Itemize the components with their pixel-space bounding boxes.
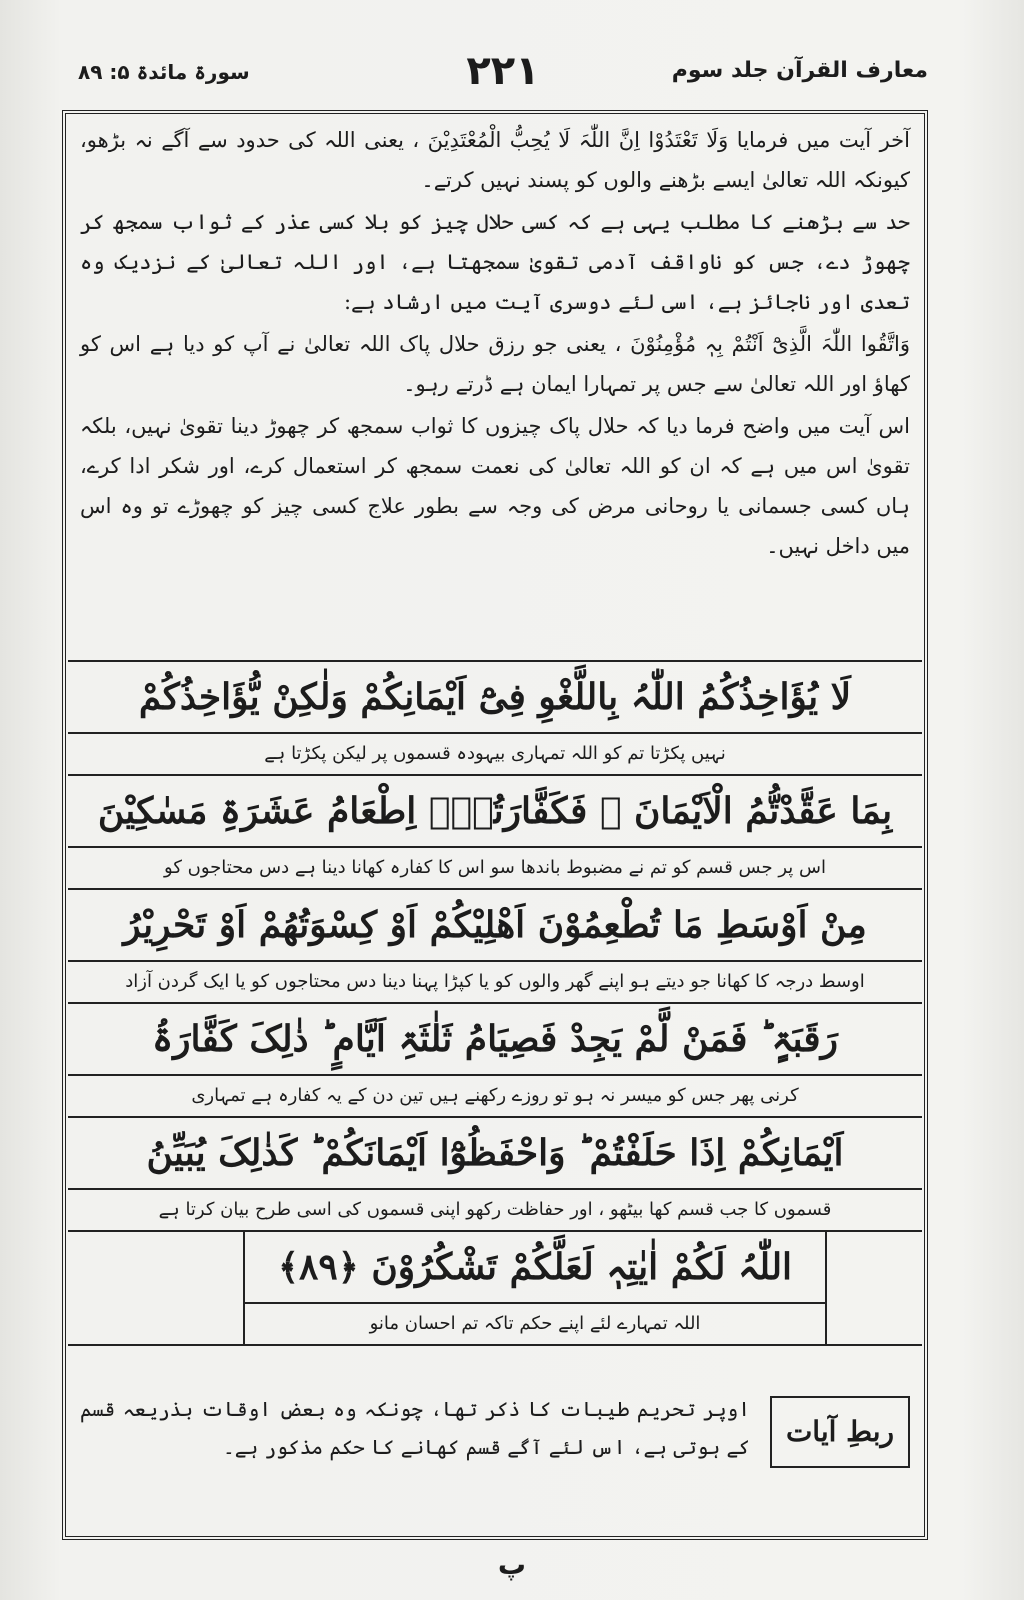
footer-mark: پ (497, 1548, 527, 1581)
paragraph: حد سے بڑھنے کا مطلب یہی ہے کہ کسی حلال چیز کو بلا کسی عذر کے ثواب سمجھ کر چھوڑ دے، جس کو ناواقف آدمی تقویٰ سمجھتا ہے، اور اللہ تعالیٰ کے نزدیک وہ تعدی اور ناجائز ہے، اسی لئے دوسری آیت میں ارشاد ہے: (80, 210, 910, 314)
page-header (78, 48, 928, 98)
verse-translation-line: اوسط درجہ کا کھانا جو دیتے ہو اپنے گھر والوں کو یا کپڑا پہنا دینا دس محتاجوں کو یا ایک گردن آزاد (68, 962, 922, 1004)
empty-cell (68, 1232, 245, 1344)
verse-translation-line: اللہ تمہارے لئے اپنے حکم تاکہ تم احسان مانو (369, 1313, 701, 1334)
verse-table (68, 660, 922, 1346)
section-text: اوپر تحریم طیبات کا ذکر تھا، چونکہ وہ بعض اوقات بذریعہ قسم کے ہوتی ہے، اس لئے آگے قسم کھانے کا حکم مذکور ہے۔ (80, 1397, 750, 1459)
section-label: ربطِ آیات (770, 1396, 910, 1468)
empty-cell (825, 1232, 922, 1344)
verse-arabic-line: لَا یُؤَاخِذُکُمُ اللّٰہُ بِاللَّغْوِ فِیْٓ اَیْمَانِکُمْ وَلٰکِنْ یُّؤَاخِذُکُمْ (68, 662, 922, 734)
verse-connection-section (80, 1390, 910, 1480)
paragraph: اس آیت میں واضح فرما دیا کہ حلال پاک چیزوں کا ثواب سمجھ کر چھوڑ دینا تقویٰ نہیں، بلکہ تقویٰ اس میں ہے کہ ان کو اللہ تعالیٰ کی نعمت سمجھ کر استعمال کرے، اور شکر ادا کرے، ہاں کسی جسمانی یا روحانی مرض کی وجہ سے بطور علاج کسی چیز کو چھوڑے تو وہ اس میں داخل نہیں۔ (80, 414, 910, 558)
final-verse-cell (245, 1232, 825, 1344)
verse-arabic-line: رَقَبَۃٍ ؕ فَمَنْ لَّمْ یَجِدْ فَصِیَامُ ثَلٰثَۃِ اَیَّامٍ ؕ ذٰلِکَ کَفَّارَۃُ (68, 1004, 922, 1076)
verse-translation-line: قسموں کا جب قسم کھا بیٹھو ، اور حفاظت رکھو اپنی قسموں کی اسی طرح بیان کرتا ہے (68, 1190, 922, 1232)
verse-arabic-line: اللّٰہُ لَکُمْ اٰیٰتِہٖ لَعَلَّکُمْ تَشْکُرُوْنَ ﴿۸۹﴾ (245, 1232, 825, 1304)
verse-arabic-line: مِنْ اَوْسَطِ مَا تُطْعِمُوْنَ اَھْلِیْکُمْ اَوْ کِسْوَتُھُمْ اَوْ تَحْرِیْرُ (68, 890, 922, 962)
verse-translation-line: اس پر جس قسم کو تم نے مضبوط باندھا سو اس کا کفارہ کھانا دینا ہے دس محتاجوں کو (68, 848, 922, 890)
book-title: معارف القرآن جلد سوم (671, 58, 928, 83)
final-verse-row (68, 1232, 922, 1346)
surah-reference: سورۃ مائدۃ ۵: ۸۹ (78, 60, 250, 84)
verse-translation-line: کرنی پھر جس کو میسر نہ ہو تو روزے رکھنے ہیں تین دن کے یہ کفارہ ہے تمہاری (68, 1076, 922, 1118)
paragraph: وَاتَّقُوا اللّٰہَ الَّذِیْٓ اَنْتُمْ بِہٖ مُؤْمِنُوْنَ ، یعنی جو رزق حلال پاک اللہ تعالیٰ نے آپ کو دیا ہے اس کو کھاؤ اور اللہ تعالیٰ سے جس پر تمہارا ایمان ہے ڈرتے رہو۔ (80, 332, 910, 396)
commentary-text (80, 120, 910, 568)
verse-arabic-line: اَیْمَانِکُمْ اِذَا حَلَفْتُمْ ؕ وَاحْفَظُوْٓا اَیْمَانَکُمْ ؕ کَذٰلِکَ یُبَیِّنُ (68, 1118, 922, 1190)
page-number: ۲۲۱ (466, 48, 540, 94)
paragraph: آخر آیت میں فرمایا وَلَا تَعْتَدُوْا اِنَّ اللّٰہَ لَا یُحِبُّ الْمُعْتَدِیْنَ ، یعنی اللہ کی حدود سے آگے نہ بڑھو، کیونکہ اللہ تعالیٰ ایسے بڑھنے والوں کو پسند نہیں کرتے۔ (80, 128, 910, 192)
verse-translation-line: نہیں پکڑتا تم کو اللہ تمہاری بیہودہ قسموں پر لیکن پکڑتا ہے (68, 734, 922, 776)
verse-arabic-line: بِمَا عَقَّدْتُّمُ الْاَیْمَانَ ۚ فَکَفَّارَتُہٗٓ اِطْعَامُ عَشَرَۃِ مَسٰکِیْنَ (68, 776, 922, 848)
